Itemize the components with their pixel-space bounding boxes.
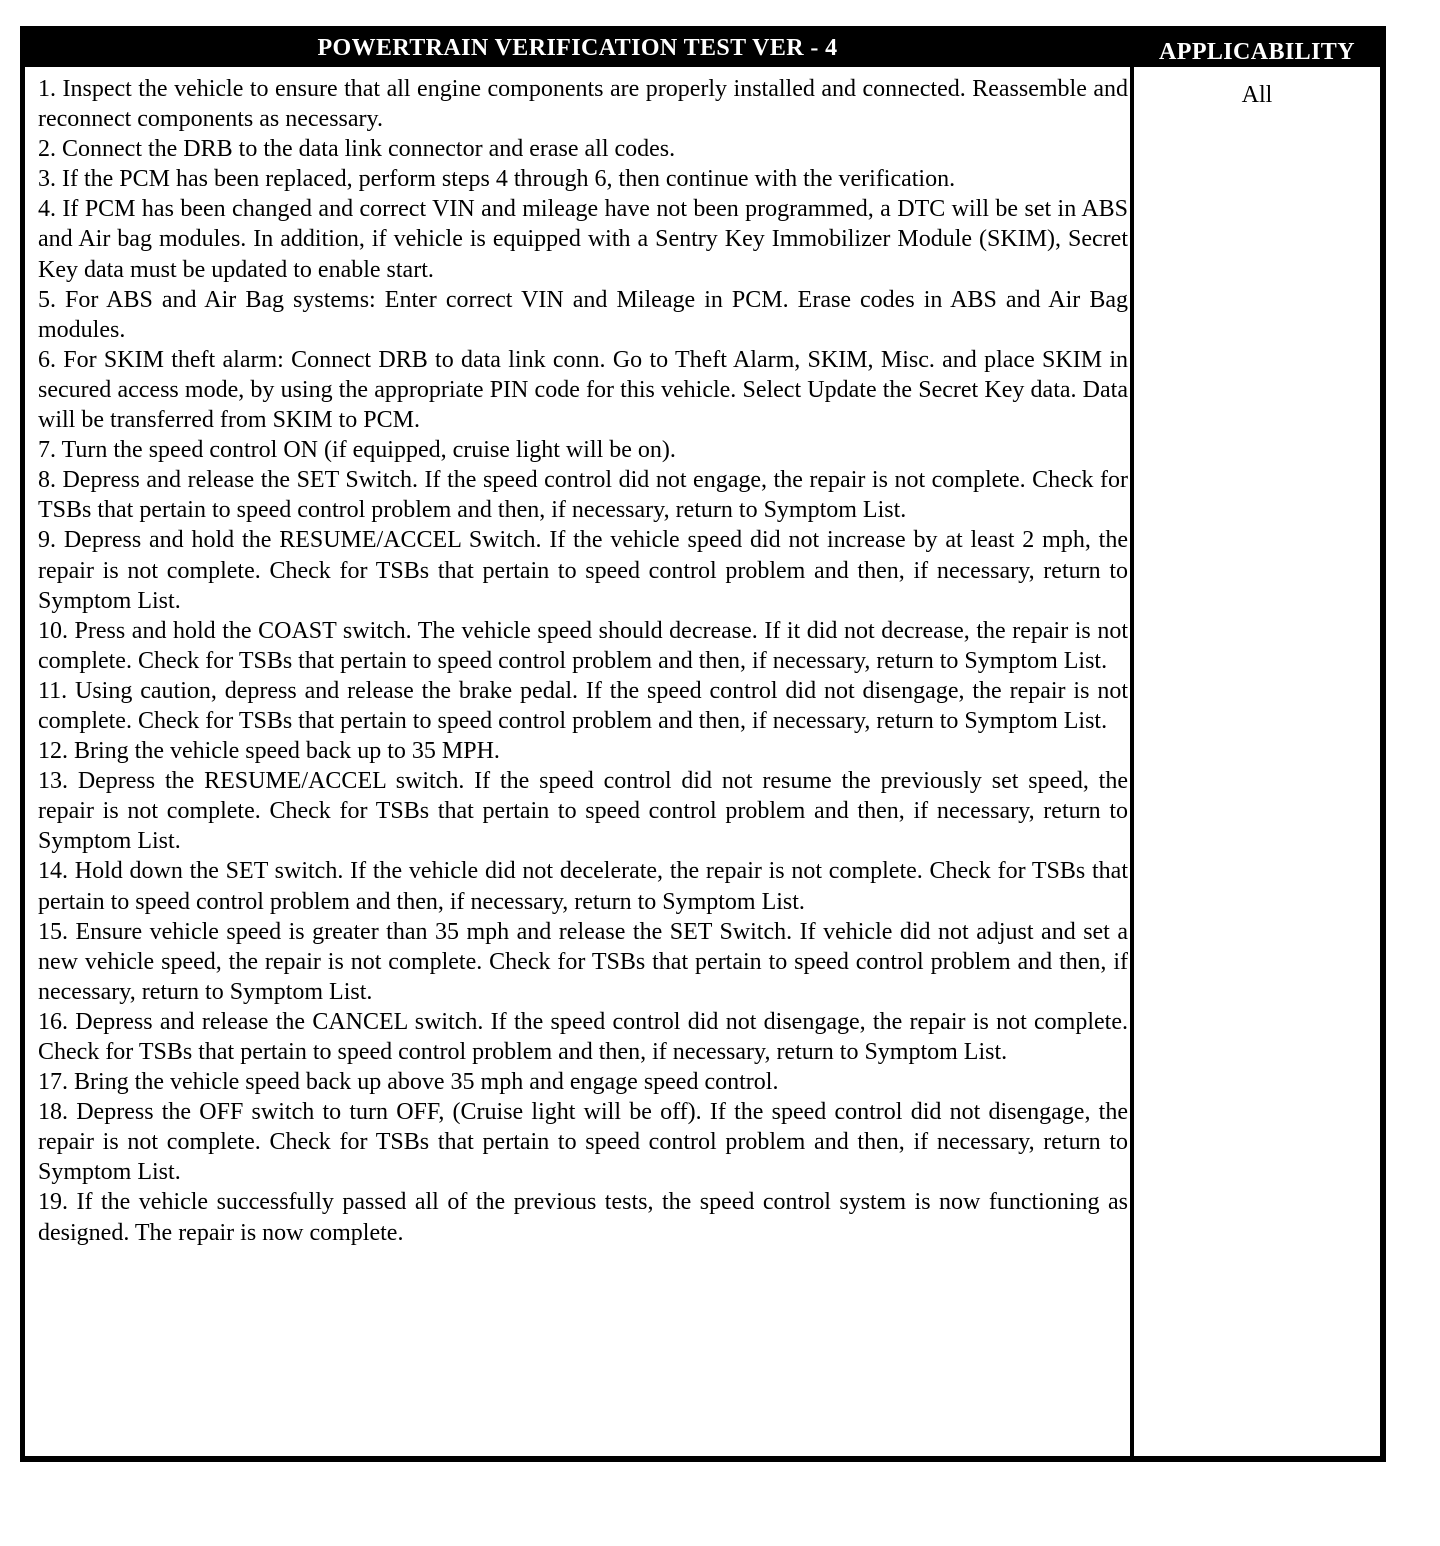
step-item: 6. For SKIM theft alarm: Connect DRB to data link conn. Go to Theft Alarm, SKIM, Misc. and place SKIM in secured access mode, by using the appropriate PIN code for this vehicle. Select Update the Secret Key data. Data will be transferred from SKIM to PCM. xyxy=(38,346,1128,434)
step-item: 13. Depress the RESUME/ACCEL switch. If the speed control did not resume the previously set speed, the repair is not complete. Check for TSBs that pertain to speed control problem and then, if necessary, return to Symptom List. xyxy=(38,768,1128,855)
step-item: 17. Bring the vehicle speed back up above 35 mph and engage speed control. xyxy=(38,1069,779,1096)
step-item: 19. If the vehicle successfully passed all of the previous tests, the speed control system is now functioning as designed. The repair is now complete. xyxy=(38,1189,1128,1246)
step-item: 10. Press and hold the COAST switch. The vehicle speed should decrease. If it did not decrease, the repair is not complete. Check for TSBs that pertain to speed control problem and then, if necessary, return to Symptom List. xyxy=(38,617,1128,674)
step-item: 9. Depress and hold the RESUME/ACCEL Switch. If the vehicle speed did not increase by at least 2 mph, the repair is not complete. Check for TSBs that pertain to speed control problem and then, if necessary, return to Symptom List. xyxy=(38,527,1128,614)
step-item: 8. Depress and release the SET Switch. If the speed control did not engage, the repair is not complete. Check for TSBs that pertain to speed control problem and then, if necessary, return to Symptom List. xyxy=(38,467,1128,524)
step-item: 4. If PCM has been changed and correct VIN and mileage have not been programmed, a DTC will be set in ABS and Air bag modules. In addition, if vehicle is equipped with a Sentry Key Immobilizer Module (SKIM), Secret Key data must be updated to enable start. xyxy=(38,196,1128,283)
step-item: 16. Depress and release the CANCEL switch. If the speed control did not disengage, the repair is not complete. Check for TSBs that pertain to speed control problem and then, if necessary, return to Symptom List. xyxy=(38,1008,1128,1065)
step-item: 7. Turn the speed control ON (if equipped, cruise light will be on). xyxy=(38,437,676,464)
applicability-header: APPLICABILITY xyxy=(1159,39,1355,65)
step-item: 15. Ensure vehicle speed is greater than 35 mph and release the SET Switch. If vehicle did not adjust and set a new vehicle speed, the repair is not complete. Check for TSBs that pertain to speed control problem and then, if necessary, return to Symptom List. xyxy=(38,918,1128,1005)
step-item: 18. Depress the OFF switch to turn OFF, (Cruise light will be off). If the speed control did not disengage, the repair is not complete. Check for TSBs that pertain to speed control problem and then, if necessary, return to Symptom List. xyxy=(38,1099,1128,1186)
step-item: 14. Hold down the SET switch. If the vehicle did not decelerate, the repair is not complete. Check for TSBs that pertain to speed control problem and then, if necessary, return to Symptom List. xyxy=(38,858,1128,915)
procedure-steps xyxy=(38,74,1128,1248)
step-item: 12. Bring the vehicle speed back up to 35 MPH. xyxy=(38,738,500,765)
column-divider xyxy=(1130,31,1134,1456)
step-item: 2. Connect the DRB to the data link connector and erase all codes. xyxy=(38,136,676,163)
step-item: 5. For ABS and Air Bag systems: Enter correct VIN and Mileage in PCM. Erase codes in ABS and Air Bag modules. xyxy=(38,286,1128,343)
applicability-value: All xyxy=(1241,82,1273,108)
step-item: 11. Using caution, depress and release the brake pedal. If the speed control did not disengage, the repair is not complete. Check for TSBs that pertain to speed control problem and then, if necessary, return to Symptom List. xyxy=(38,677,1128,734)
verification-table xyxy=(20,26,1386,1462)
table-title: POWERTRAIN VERIFICATION TEST VER - 4 xyxy=(317,35,838,61)
step-item: 3. If the PCM has been replaced, perform steps 4 through 6, then continue with the verification. xyxy=(38,166,956,193)
step-item: 1. Inspect the vehicle to ensure that all engine components are properly installed and connected. Reassemble and reconnect components as necessary. xyxy=(38,76,1128,133)
